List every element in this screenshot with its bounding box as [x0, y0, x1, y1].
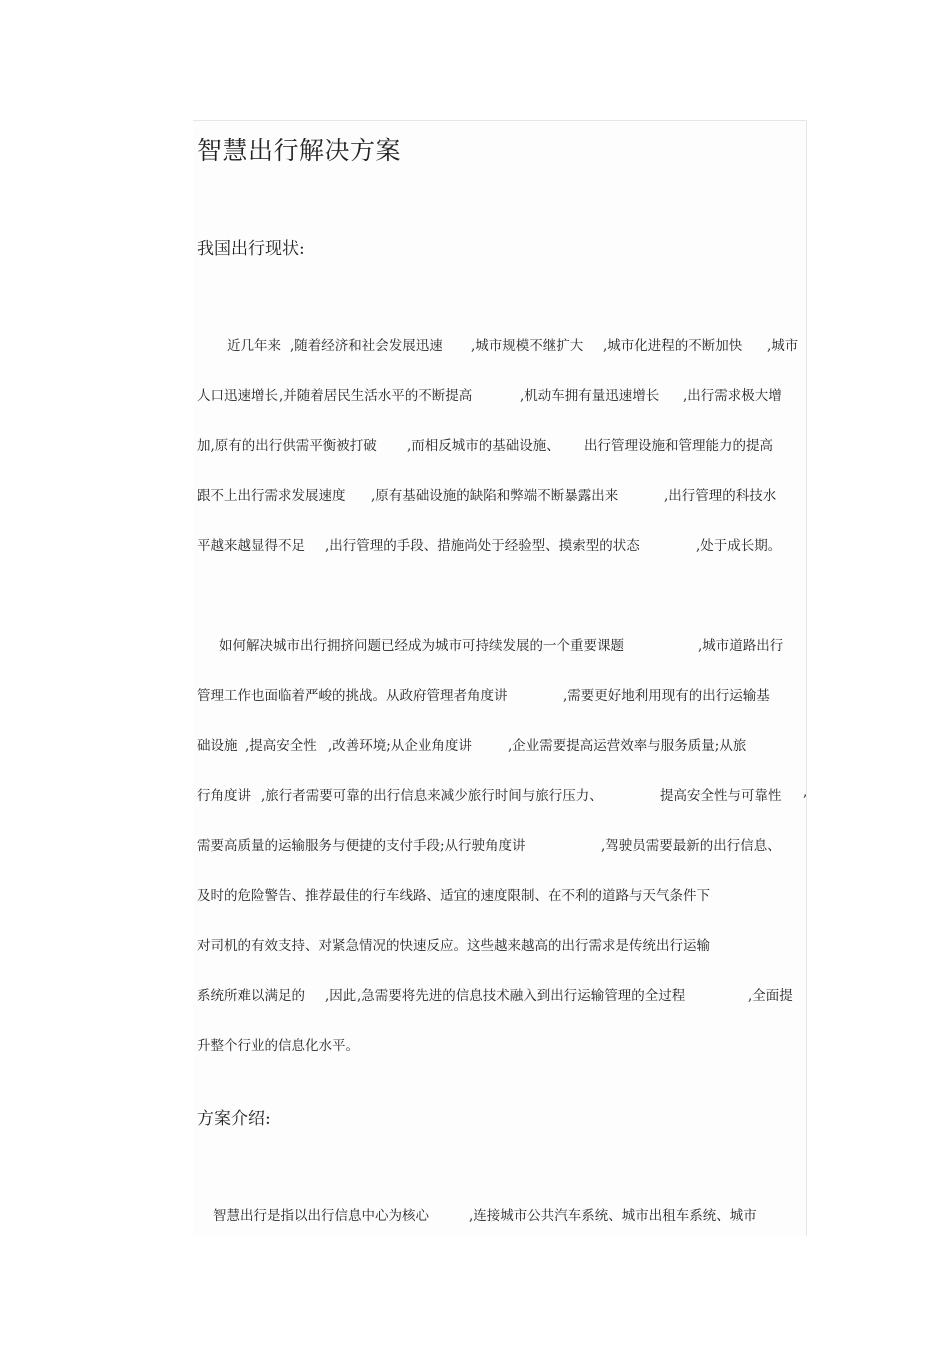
paragraph-text-segment: ,驾驶员需要最新的出行信息、 [601, 838, 781, 854]
paragraph-text-segment: 管理工作也面临着严峻的挑战。从政府管理者角度讲 [197, 688, 508, 704]
paragraph-text-segment: ,需要更好地利用现有的出行运输基 [563, 688, 770, 704]
paragraph-text-segment: ,出行管理的手段、措施尚处于经验型、摸索型的状态 [325, 538, 640, 554]
paragraph-text-segment: ,出行管理的科技水 [664, 488, 777, 504]
document-title: 智慧出行解决方案 [197, 136, 402, 165]
paragraph-text-segment: ,随着经济和社会发展迅速 [290, 338, 443, 354]
paragraph-text-segment: ,连接城市公共汽车系统、城市出租车系统、城市 [469, 1208, 757, 1224]
paragraph-text-segment: ,原有基础设施的缺陷和弊端不断暴露出来 [371, 488, 619, 504]
paragraph-text-segment: ,改善环境;从企业角度讲 [328, 738, 472, 754]
paragraph-text-segment: ,机动车拥有量迅速增长 [520, 388, 660, 404]
paragraph-text-segment: 加,原有的出行供需平衡被打破 [197, 438, 377, 454]
paragraph-text-segment: ,旅行者需要可靠的出行信息来减少旅行时间与旅行压力、 [261, 788, 603, 804]
paragraph-text-segment: ,并随着居民生活水平的不断提高 [279, 388, 473, 404]
paragraph-text-segment: ,提高安全性 [245, 738, 317, 754]
paragraph-text-segment: 行角度讲 [197, 788, 251, 804]
paragraph-text-segment: 系统所难以满足的 [197, 988, 305, 1004]
paragraph-text-segment: 智慧出行是指以出行信息中心为核心 [213, 1208, 429, 1224]
paragraph-text-segment: ,因此 [325, 988, 357, 1004]
paragraph-text-segment: ,城市规模不继扩大 [471, 338, 584, 354]
paragraph-text-segment: 提高安全性与可靠性 [660, 788, 782, 804]
paragraph-text-segment: ,城市道路出行 [698, 638, 784, 654]
paragraph-text-segment: 人口迅速增长 [197, 388, 278, 404]
paragraph-text-segment: 对司机的有效支持、对紧急情况的快速反应。这些越来越高的出行需求是传统出行运输 [197, 938, 710, 954]
paragraph-text-segment: 础设施 [197, 738, 238, 754]
section-heading-solution-intro: 方案介绍: [197, 1109, 271, 1129]
section-heading-current-status: 我国出行现状: [197, 239, 305, 259]
paragraph-text-segment: 升整个行业的信息化水平。 [197, 1038, 359, 1054]
paragraph-text-segment: ,而相反城市的基础设施、 [407, 438, 560, 454]
paragraph-text-segment: 跟不上出行需求发展速度 [197, 488, 346, 504]
paragraph-text-segment: ,出行需求极大增 [683, 388, 782, 404]
paragraph-text-segment: ,全面提 [748, 988, 793, 1004]
paragraph-text-segment: 需要高质量的运输服务与便捷的支付手段;从行驶角度讲 [197, 838, 526, 854]
paragraph-text-segment: ,处于成长期。 [696, 538, 782, 554]
paragraph-text-segment: 出行管理设施和管理能力的提高 [584, 438, 773, 454]
paragraph-text-segment: ,急需要将先进的信息技术融入到出行运输管理的全过程 [357, 988, 686, 1004]
paragraph-text-segment: , [803, 784, 808, 800]
paragraph-text-segment: 及时的危险警告、推荐最佳的行车线路、适宜的速度限制、在不利的道路与天气条件下 [197, 888, 710, 904]
paragraph-text-segment: ,城市 [767, 338, 799, 354]
document-page [193, 120, 807, 1236]
paragraph-text-segment: 如何解决城市出行拥挤问题已经成为城市可持续发展的一个重要课题 [219, 638, 624, 654]
paragraph-text-segment: 平越来越显得不足 [197, 538, 305, 554]
paragraph-text-segment: ,企业需要提高运营效率与服务质量;从旅 [508, 738, 747, 754]
paragraph-text-segment: 近几年来 [227, 338, 281, 354]
paragraph-text-segment: ,城市化进程的不断加快 [603, 338, 743, 354]
